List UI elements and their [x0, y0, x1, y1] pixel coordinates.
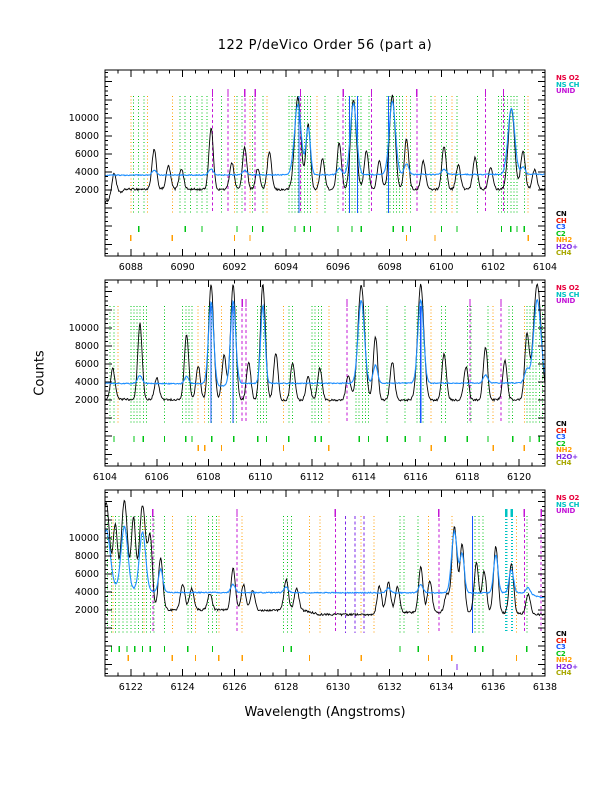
legend-unid: UNID — [556, 87, 576, 95]
legend-h2o: H2O+ — [556, 452, 578, 461]
y-tick-label: 6000 — [74, 148, 99, 160]
legend-ch4: CH4 — [556, 459, 572, 467]
legend-h2o: H2O+ — [556, 242, 578, 251]
legend-cn: CN — [556, 210, 567, 218]
x-tick-label: 6126 — [222, 682, 247, 693]
x-tick-label: 6098 — [377, 262, 402, 273]
panel-3-legend-bottom — [556, 631, 578, 677]
x-tick-label: 6116 — [403, 472, 428, 483]
legend-cn: CN — [556, 630, 567, 638]
x-tick-label: 6100 — [429, 262, 454, 273]
legend-ch4: CH4 — [556, 249, 572, 257]
panel-2-row-markers — [114, 436, 539, 451]
x-tick-label: 6112 — [299, 472, 325, 483]
panel-1-line-markers — [131, 89, 528, 213]
legend-ns-o2: NS O2 — [556, 494, 580, 502]
y-tick-label: 10000 — [68, 112, 99, 124]
chart-title: 122 P/deVico Order 56 (part a) — [217, 38, 433, 53]
y-tick-label: 4000 — [74, 167, 99, 179]
legend-c2: C2 — [556, 439, 566, 448]
panel-2-legend-top — [556, 285, 579, 305]
y-tick-label: 6000 — [74, 358, 99, 370]
x-tick-label: 6094 — [274, 262, 299, 273]
panel-2-line-markers — [110, 299, 542, 423]
legend-c3: C3 — [556, 433, 566, 441]
legend-ch: CH — [556, 426, 567, 435]
x-tick-label: 6136 — [481, 682, 506, 693]
panel-1-legend-top — [556, 75, 579, 95]
legend-ns-ch: NS CH — [556, 80, 580, 89]
x-tick-label: 6128 — [274, 682, 299, 693]
x-tick-label: 6108 — [196, 472, 221, 483]
x-tick-label: 6122 — [118, 682, 143, 693]
legend-h2o: H2O+ — [556, 662, 578, 671]
y-tick-label: 2000 — [74, 185, 99, 197]
x-tick-label: 6124 — [170, 682, 195, 693]
legend-nh2: NH2 — [556, 656, 572, 664]
y-tick-label: 4000 — [74, 377, 99, 389]
x-tick-label: 6102 — [481, 262, 506, 273]
y-tick-label: 10000 — [68, 532, 99, 544]
legend-ns-ch: NS CH — [556, 500, 580, 509]
legend-ns-o2: NS O2 — [556, 74, 580, 82]
panel-1-legend-bottom — [556, 211, 578, 257]
panel-3-axes — [69, 490, 557, 693]
legend-nh2: NH2 — [556, 446, 572, 454]
legend-ns-o2: NS O2 — [556, 284, 580, 292]
x-tick-label: 6130 — [325, 682, 351, 693]
x-tick-label: 6104 — [532, 262, 558, 273]
y-tick-label: 8000 — [74, 340, 99, 352]
panel-1-row-markers — [131, 226, 528, 241]
y-tick-label: 8000 — [74, 550, 99, 562]
y-tick-label: 2000 — [74, 395, 99, 407]
x-tick-label: 6134 — [429, 682, 454, 693]
legend-cn: CN — [556, 420, 567, 428]
panel-3-comet-spectrum — [105, 501, 545, 616]
panel-2-legend-bottom — [556, 421, 578, 467]
panel-3-row-markers — [111, 646, 526, 670]
legend-ch4: CH4 — [556, 669, 572, 677]
x-tick-label: 6110 — [248, 472, 273, 483]
legend-nh2: NH2 — [556, 236, 572, 244]
legend-c3: C3 — [556, 223, 566, 231]
panel-1 — [69, 70, 557, 273]
x-tick-label: 6106 — [144, 472, 169, 483]
x-tick-label: 6114 — [351, 472, 376, 483]
x-axis-label: Wavelength (Angstroms) — [244, 705, 406, 720]
y-tick-label: 10000 — [68, 322, 99, 334]
legend-unid: UNID — [556, 507, 576, 515]
y-axis-label: Counts — [32, 350, 48, 396]
panel-3 — [69, 490, 557, 693]
y-tick-label: 8000 — [74, 130, 99, 142]
x-tick-label: 6138 — [532, 682, 558, 693]
x-tick-label: 6120 — [507, 472, 532, 483]
legend-c2: C2 — [556, 229, 566, 238]
panel-3-legend-top — [556, 495, 579, 515]
y-tick-label: 4000 — [74, 587, 99, 599]
legend-ns-ch: NS CH — [556, 290, 580, 299]
x-tick-label: 6096 — [325, 262, 351, 273]
legend-ch: CH — [556, 216, 567, 225]
legend-c2: C2 — [556, 649, 566, 658]
legend-unid: UNID — [556, 297, 576, 305]
legend-c3: C3 — [556, 643, 566, 651]
x-tick-label: 6088 — [118, 262, 143, 273]
x-tick-label: 6092 — [222, 262, 247, 273]
panel-2 — [69, 280, 545, 483]
x-tick-label: 6132 — [377, 682, 402, 693]
y-tick-label: 6000 — [74, 568, 99, 580]
x-tick-label: 6090 — [170, 262, 195, 273]
legend-ch: CH — [556, 636, 567, 645]
panel-2-overlay-spectrum — [105, 300, 545, 386]
y-tick-label: 2000 — [74, 605, 99, 617]
x-tick-label: 6118 — [455, 472, 480, 483]
x-tick-label: 6104 — [92, 472, 118, 483]
